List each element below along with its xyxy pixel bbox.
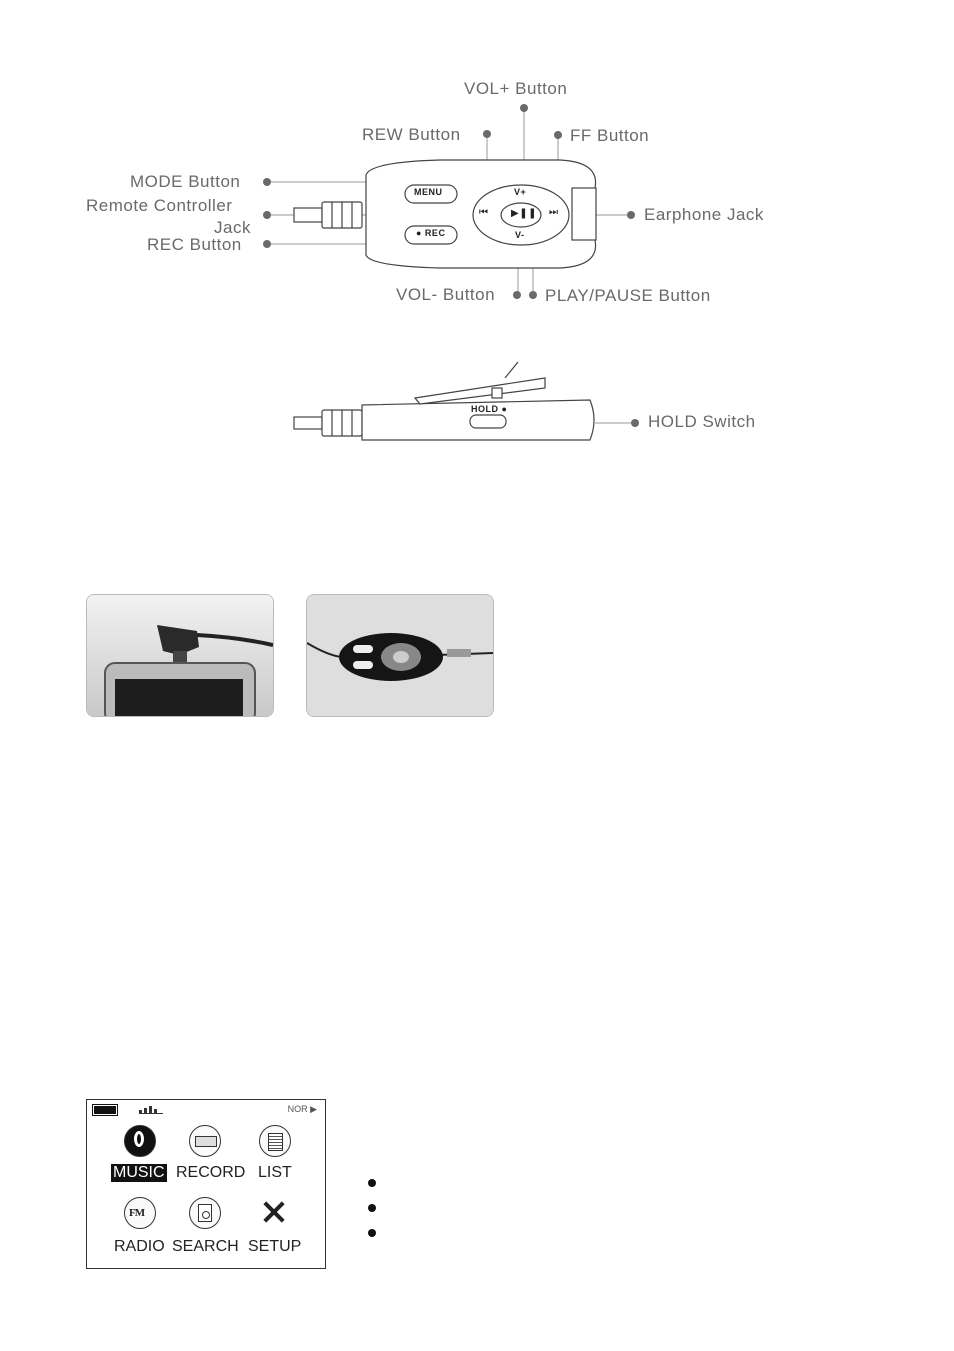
bullet-3 <box>368 1229 376 1237</box>
radio-fm-icon[interactable]: FM <box>124 1197 156 1229</box>
music-note-icon[interactable] <box>124 1125 156 1157</box>
device-menu-text: MENU <box>414 187 443 197</box>
menu-label-list[interactable]: LIST <box>258 1164 292 1181</box>
tools-icon[interactable] <box>259 1197 289 1227</box>
record-icon[interactable] <box>189 1125 221 1157</box>
bullet-2 <box>368 1204 376 1212</box>
device-vminus-text: V- <box>515 230 525 240</box>
menu-label-radio[interactable]: RADIO <box>114 1238 165 1255</box>
label-rec: REC Button <box>147 235 242 254</box>
dot-rew <box>483 130 491 138</box>
menu-label-search[interactable]: SEARCH <box>172 1238 239 1255</box>
player-main-menu-screen <box>86 1099 326 1269</box>
menu-label-setup[interactable]: SETUP <box>248 1238 302 1255</box>
label-vol-plus: VOL+ Button <box>464 79 568 98</box>
device-hold-text: HOLD ● <box>471 404 508 414</box>
signal-strength-icon <box>139 1104 165 1114</box>
label-earphone: Earphone Jack <box>644 205 764 224</box>
menu-label-music[interactable]: MUSIC <box>113 1164 165 1181</box>
dot-vol-plus <box>520 104 528 112</box>
label-play-pause: PLAY/PAUSE Button <box>545 286 711 305</box>
dot-vol-minus <box>513 291 521 299</box>
device-vplus-text: V+ <box>514 187 527 197</box>
device-play-icon: ▶❚❚ <box>511 208 537 219</box>
battery-icon <box>92 1104 118 1116</box>
search-icon[interactable] <box>189 1197 221 1229</box>
label-rew: REW Button <box>362 125 461 144</box>
device-rew-icon: ⏮ <box>479 207 489 218</box>
label-ff: FF Button <box>570 126 650 145</box>
label-vol-minus: VOL- Button <box>396 285 496 304</box>
label-remote-jack-1: Remote Controller <box>86 196 233 215</box>
menu-label-record[interactable]: RECORD <box>176 1164 246 1181</box>
photo-remote-controller <box>306 594 494 717</box>
dot-ff <box>554 131 562 139</box>
device-ff-icon: ⏭ <box>549 207 559 218</box>
dot-mode <box>263 178 271 186</box>
dot-hold <box>631 419 639 427</box>
dot-play-pause <box>529 291 537 299</box>
play-mode-indicator: NOR ▶ <box>287 1104 317 1114</box>
device-rec-text: ● REC <box>416 228 446 238</box>
label-hold: HOLD Switch <box>648 412 756 431</box>
bullet-1 <box>368 1179 376 1187</box>
photo-player-with-cable <box>86 594 274 717</box>
list-icon[interactable] <box>259 1125 291 1157</box>
dot-rec <box>263 240 271 248</box>
dot-earphone <box>627 211 635 219</box>
label-remote-jack-2: Jack <box>214 218 251 237</box>
dot-remote-jack <box>263 211 271 219</box>
label-mode: MODE Button <box>130 172 241 191</box>
